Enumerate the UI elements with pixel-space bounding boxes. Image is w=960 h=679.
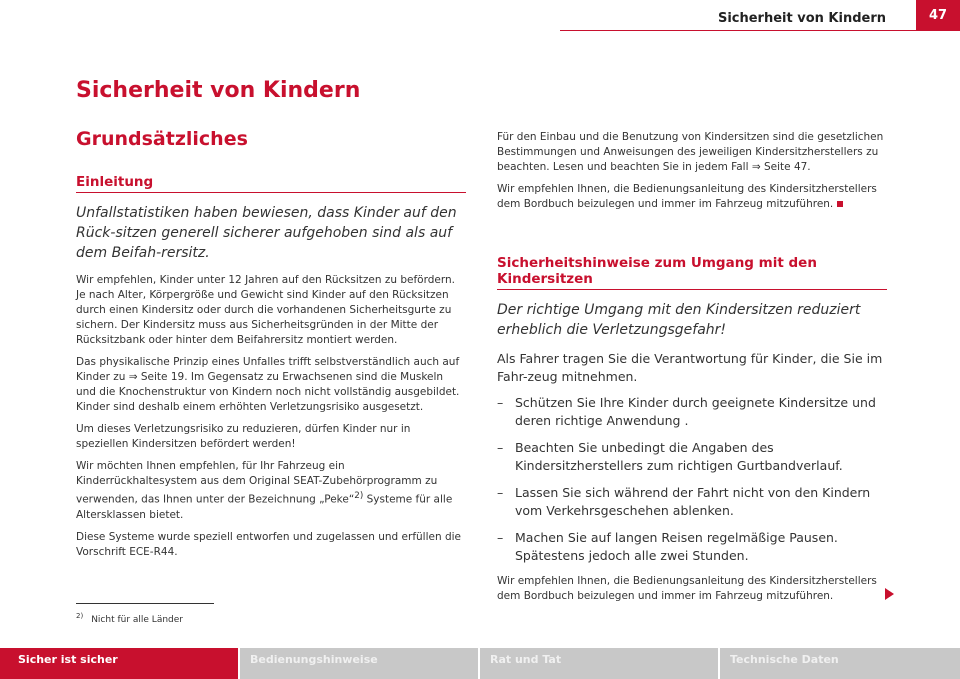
paragraph: Das physikalische Prinzip eines Unfalles trifft selbstverständlich auch auf Kinder zu ⇒ Seite 19. Im Gegensatz zu Erwachsenen sind die Muskeln und die Knochenstruktur von Kindern noch nicht vollständig ausgebildet. Kinder sind deshalb einem erhöhten Verletzungsrisiko ausgesetzt. <box>76 356 460 413</box>
section-title: Grundsätzliches <box>76 128 248 150</box>
list-item: – Schützen Sie Ihre Kinder durch geeignete Kindersitze und deren richtige Anwendung . <box>497 394 887 430</box>
footnote-reference[interactable]: 2) <box>354 491 364 501</box>
paragraph-text: Systeme für alle Altersklassen bietet. <box>76 493 453 521</box>
end-marker-icon <box>837 201 843 207</box>
footnote-marker: 2) <box>76 612 84 620</box>
paragraph: Als Fahrer tragen Sie die Verantwortung für Kinder, die Sie im Fahr-zeug mitnehmen. <box>497 351 883 384</box>
footnote-text: Nicht für alle Länder <box>91 615 183 625</box>
lead-text: Der richtige Umgang mit den Kindersitzen reduziert erheblich die Verletzungsgefahr! <box>497 302 861 338</box>
subheading-einleitung: Einleitung <box>76 174 466 193</box>
paragraph: Diese Systeme wurde speziell entworfen und zugelassen und erfüllen die Vorschrift ECE-R44. <box>76 530 462 558</box>
paragraph <box>497 182 887 212</box>
safety-list <box>497 394 887 565</box>
right-column <box>497 130 887 611</box>
paragraph-text: Wir möchten Ihnen empfehlen, für Ihr Fahrzeug ein Kinderrückhaltesystem aus dem Original SEAT-Zubehörprogramm zu verwenden, das Ihnen unter der Bezeichnung „Peke“ <box>76 460 438 506</box>
footnote-rule <box>76 603 214 604</box>
tab-rat-und-tat[interactable]: Rat und Tat <box>480 648 718 679</box>
footnote <box>76 612 183 625</box>
tab-sicher-ist-sicher[interactable]: Sicher ist sicher <box>0 648 238 679</box>
paragraph: Um dieses Verletzungsrisiko zu reduzieren, dürfen Kinder nur in speziellen Kindersitzen befördert werden! <box>76 423 411 450</box>
tab-bedienungshinweise[interactable]: Bedienungshinweise <box>240 648 478 679</box>
paragraph: Wir empfehlen, Kinder unter 12 Jahren auf den Rücksitzen zu befördern. Je nach Alter, Körpergröße und Gewicht sind Kinder auf den Rücksitzen durch einen Kindersitz oder durch die vorhandenen Sicherheitsgurte zu sichern. Der Kindersitz muss aus Sicherheitsgründen in der Mitte der Rücksitzbank oder hinter dem Beifahrersitz montiert werden. <box>76 274 455 346</box>
tab-technische-daten[interactable]: Technische Daten <box>720 648 960 679</box>
list-item: – Lassen Sie sich während der Fahrt nicht von den Kindern vom Verkehrsgeschehen ablenken. <box>497 484 887 520</box>
left-column <box>76 174 466 567</box>
subheading-sicherheitshinweise: Sicherheitshinweise zum Umgang mit den Kindersitzen <box>497 255 887 290</box>
paragraph: Wir empfehlen Ihnen, die Bedienungsanleitung des Kindersitzherstellers dem Bordbuch beizulegen und immer im Fahrzeug mitzuführen. <box>497 575 877 602</box>
running-header-title: Sicherheit von Kindern <box>717 11 886 26</box>
lead-text: Unfallstatistiken haben bewiesen, dass Kinder auf den Rück-sitzen generell sicherer aufgehoben sind als auf dem Beifah-rersitz. <box>76 205 457 261</box>
chapter-tab-bar <box>0 648 960 679</box>
list-item: – Machen Sie auf langen Reisen regelmäßige Pausen. Spätestens jedoch alle zwei Stunden. <box>497 529 887 565</box>
paragraph <box>76 459 466 523</box>
chapter-title: Sicherheit von Kindern <box>76 78 361 103</box>
list-item: – Beachten Sie unbedingt die Angaben des Kindersitzherstellers zum richtigen Gurtbandverlauf. <box>497 439 887 475</box>
paragraph-text: Wir empfehlen Ihnen, die Bedienungsanleitung des Kindersitzherstellers dem Bordbuch beizulegen und immer im Fahrzeug mitzuführen. <box>497 183 877 210</box>
next-page-arrow-icon[interactable] <box>885 588 894 600</box>
paragraph: Für den Einbau und die Benutzung von Kindersitzen sind die gesetzlichen Bestimmungen und Anweisungen des jeweiligen Kindersitzherstellers zu beachten. Lesen und beachten Sie in jedem Fall ⇒ Seite 47. <box>497 131 884 173</box>
page-number: 47 <box>916 0 960 31</box>
header-rule <box>560 30 960 31</box>
